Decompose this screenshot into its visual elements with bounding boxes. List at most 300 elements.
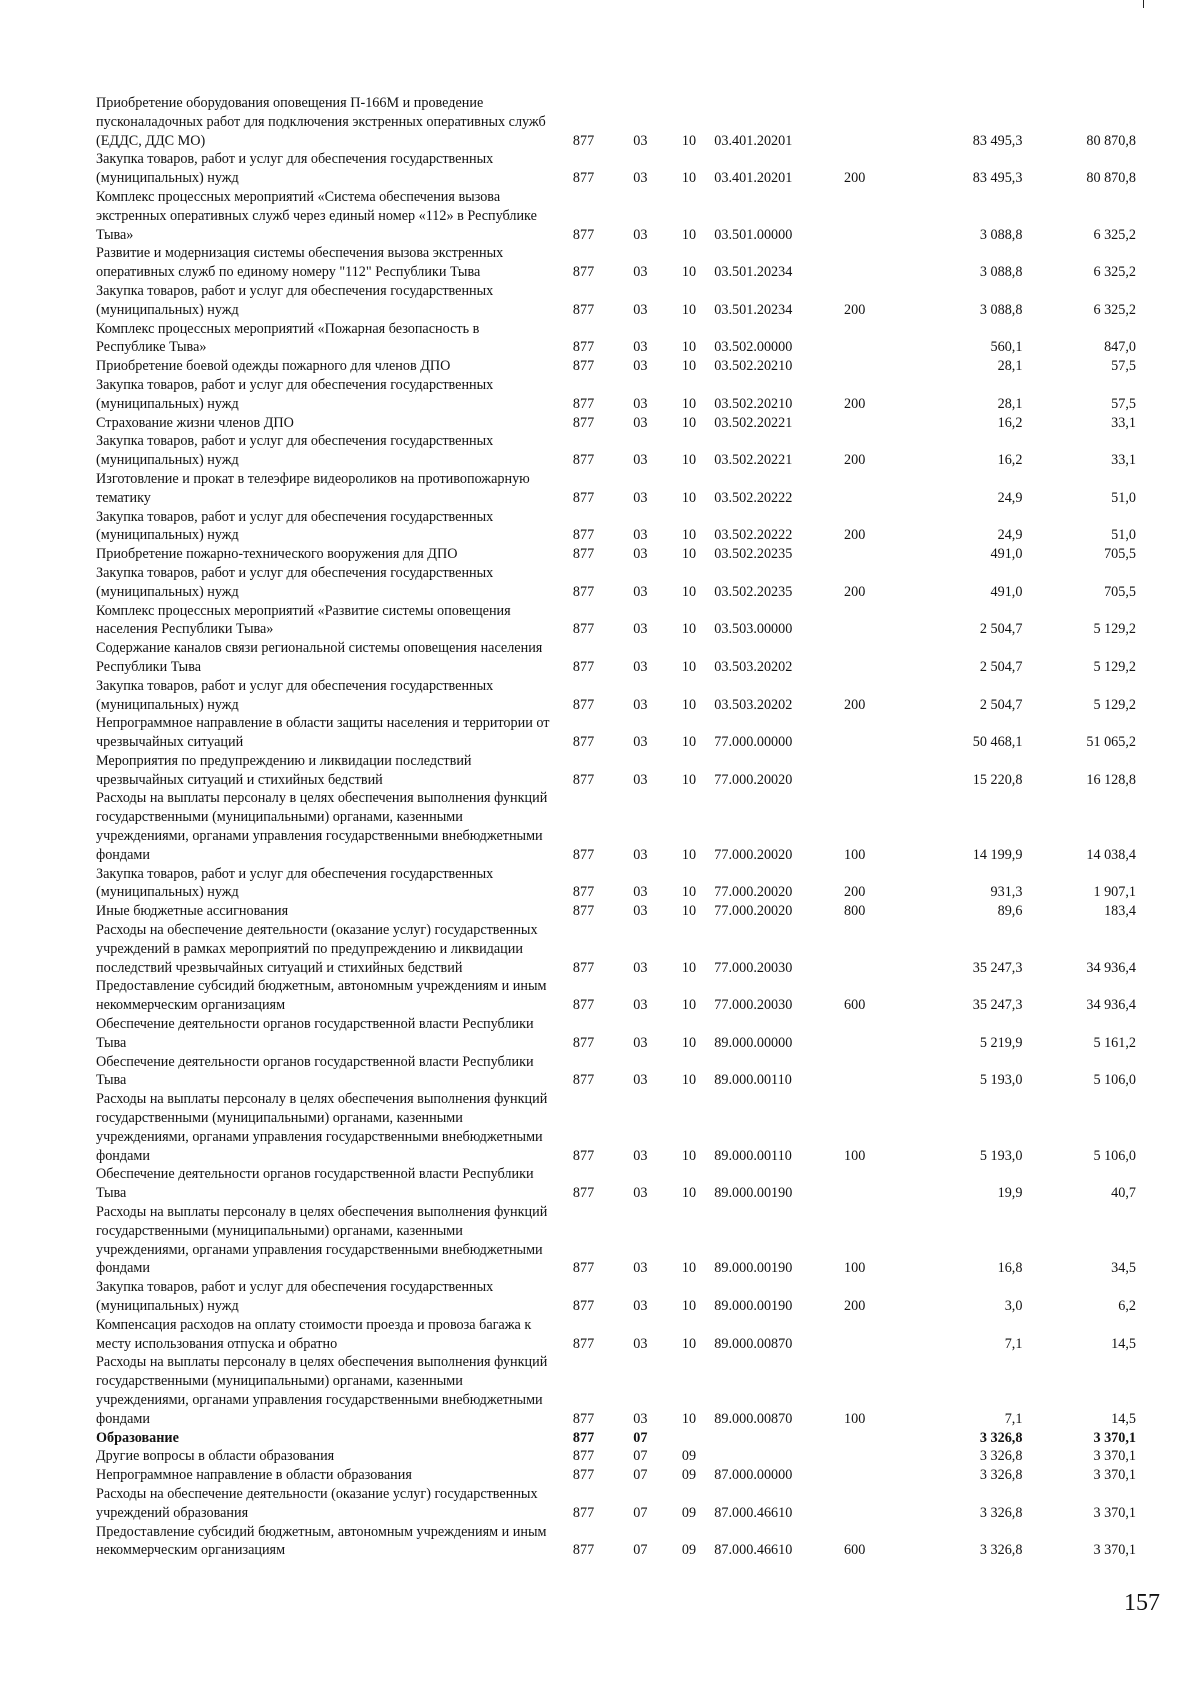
table-row [96,94,1136,150]
row-subsection: 10 [681,621,697,638]
row-amount-year2: 5 129,2 [1093,658,1136,675]
table-row [96,977,1136,1015]
table-row [96,1316,1136,1354]
row-target-article: 03.502.20221 [714,414,793,431]
table-row [96,414,1136,433]
row-target-article: 03.502.20235 [714,583,793,600]
row-subsection: 09 [681,1542,697,1559]
row-section: 03 [633,489,648,506]
row-amount-year1: 2 504,7 [979,621,1023,638]
row-subsection: 10 [681,884,697,901]
table-row [96,564,1136,602]
row-grbs: 877 [572,1542,595,1559]
row-name: Расходы на выплаты персоналу в целях обеспечения выполнения функций государственными (муниципальными) органами, казенными учреждениями, органами управления государственными внебюджетными фондами [96,1091,548,1164]
row-expense-type: 100 [844,1260,866,1277]
row-amount-year1: 2 504,7 [979,696,1023,713]
table-row [96,1053,1136,1091]
row-name: Страхование жизни членов ДПО [96,414,294,431]
budget-table [96,94,1136,1560]
table-row [96,1485,1136,1523]
row-name: Закупка товаров, работ и услуг для обеспечения государственных (муниципальных) нужд [96,508,494,544]
row-section: 03 [633,1034,648,1051]
row-expense-type [844,1429,911,1448]
row-grbs: 877 [572,1410,595,1427]
row-expense-type [844,639,911,677]
page-number: 157 [1124,1590,1160,1616]
row-name: Обеспечение деятельности органов государственной власти Республики Тыва [96,1166,534,1202]
row-grbs: 877 [572,884,595,901]
table-row [96,432,1136,470]
row-target-article: 89.000.00110 [714,1072,792,1089]
table-row [96,545,1136,564]
row-amount-year2: 3 370,1 [1093,1448,1136,1465]
table-row [96,508,1136,546]
row-amount-year1: 15 220,8 [972,771,1023,788]
row-amount-year1: 5 219,9 [979,1034,1023,1051]
row-subsection: 10 [681,1034,697,1051]
row-section: 03 [633,997,648,1014]
table-row [96,320,1136,358]
row-section: 03 [633,1260,648,1277]
row-target-article: 03.401.20201 [714,132,793,149]
table-row [96,789,1136,864]
row-amount-year2: 57,5 [1111,395,1136,412]
row-grbs: 877 [572,414,595,431]
row-grbs: 877 [572,264,595,281]
row-amount-year1: 89,6 [997,903,1023,920]
row-amount-year2: 57,5 [1111,358,1136,375]
row-expense-type: 100 [844,1410,866,1427]
row-section: 03 [633,1072,648,1089]
row-subsection: 10 [681,489,697,506]
row-name: Закупка товаров, работ и услуг для обеспечения государственных (муниципальных) нужд [96,677,494,713]
row-section: 03 [633,884,648,901]
row-subsection: 10 [681,358,697,375]
row-expense-type: 600 [844,1542,866,1559]
row-amount-year1: 28,1 [997,395,1023,412]
row-name: Развитие и модернизация системы обеспечения вызова экстренных оперативных служб по единому номеру "112" Республики Тыва [96,245,504,281]
row-name: Приобретение боевой одежды пожарного для членов ДПО [96,358,451,375]
row-amount-year2: 6 325,2 [1093,301,1136,318]
scan-mark [1143,0,1144,8]
row-grbs: 877 [572,621,595,638]
row-name: Расходы на выплаты персоналу в целях обеспечения выполнения функций государственными (муниципальными) органами, казенными учреждениями, органами управления государственными внебюджетными фондами [96,1354,548,1427]
row-section: 07 [633,1467,648,1484]
row-amount-year1: 3 088,8 [979,264,1023,281]
row-target-article: 03.503.20202 [714,658,793,675]
row-section: 03 [633,226,648,243]
row-target-article: 03.501.20234 [714,301,793,318]
row-name: Закупка товаров, работ и услуг для обеспечения государственных (муниципальных) нужд [96,865,494,901]
row-target-article: 77.000.20030 [714,997,793,1014]
row-grbs: 877 [572,132,595,149]
table-row [96,470,1136,508]
row-target-article: 87.000.00000 [714,1467,793,1484]
table-row [96,1429,1136,1448]
row-section: 03 [633,1335,648,1352]
row-expense-type: 200 [844,452,866,469]
row-name: Иные бюджетные ассигнования [96,903,289,920]
row-expense-type [844,1165,911,1203]
row-subsection: 10 [681,771,697,788]
row-grbs: 877 [572,583,595,600]
row-section: 07 [633,1504,648,1521]
row-grbs: 877 [572,903,595,920]
row-amount-year1: 491,0 [990,583,1023,600]
row-section: 03 [633,903,648,920]
row-amount-year2: 80 870,8 [1086,170,1136,187]
table-row [96,1165,1136,1203]
row-section: 03 [633,621,648,638]
row-grbs: 877 [572,658,595,675]
row-expense-type [844,188,911,244]
row-section: 03 [633,358,648,375]
row-expense-type [844,357,911,376]
row-amount-year1: 931,3 [990,884,1023,901]
row-amount-year2: 3 370,1 [1093,1429,1136,1446]
row-subsection: 10 [681,658,697,675]
row-amount-year1: 3 326,8 [979,1429,1023,1446]
row-name: Образование [96,1429,179,1446]
row-section: 03 [633,696,648,713]
row-expense-type: 200 [844,1298,866,1314]
table-row [96,1278,1136,1316]
row-section: 03 [633,959,648,976]
row-expense-type [844,320,911,358]
row-section: 03 [633,527,648,544]
row-target-article: 89.000.00190 [714,1185,793,1202]
row-subsection: 10 [681,1185,697,1202]
row-section: 03 [633,771,648,788]
row-amount-year2: 847,0 [1104,339,1136,356]
row-grbs: 877 [572,452,595,469]
row-subsection: 10 [681,264,697,281]
row-amount-year2: 5 129,2 [1093,621,1136,638]
row-grbs: 877 [572,1467,595,1484]
row-grbs: 877 [572,226,595,243]
row-amount-year1: 50 468,1 [972,734,1023,751]
row-name: Закупка товаров, работ и услуг для обеспечения государственных (муниципальных) нужд [96,433,494,469]
row-expense-type: 600 [844,997,866,1014]
row-target-article: 77.000.00000 [714,734,793,751]
row-grbs: 877 [572,339,595,356]
table-row [96,714,1136,752]
row-target-article: 77.000.20030 [714,959,793,976]
row-grbs: 877 [572,696,595,713]
row-expense-type [844,1466,911,1485]
row-target-article: 03.401.20201 [714,170,793,187]
table-row [96,1090,1136,1165]
table-row [96,921,1136,977]
row-target-article [714,1429,844,1448]
row-grbs: 877 [572,395,595,412]
row-amount-year1: 83 495,3 [972,170,1023,187]
row-name: Приобретение пожарно-технического вооружения для ДПО [96,546,458,563]
row-subsection: 10 [681,395,697,412]
row-subsection: 10 [681,1072,697,1089]
row-expense-type [844,1053,911,1091]
table-row [96,1353,1136,1428]
row-amount-year1: 5 193,0 [979,1072,1023,1089]
row-expense-type [844,414,911,433]
row-subsection: 10 [681,959,697,976]
row-target-article: 03.502.00000 [714,339,793,356]
row-amount-year2: 34 936,4 [1086,997,1136,1014]
row-grbs: 877 [572,1260,595,1277]
table-row [96,602,1136,640]
table-row [96,357,1136,376]
row-section: 03 [633,301,648,318]
table-row [96,376,1136,414]
row-target-article: 03.501.00000 [714,226,793,243]
row-expense-type: 200 [844,395,866,412]
row-name: Непрограммное направление в области образования [96,1467,412,1484]
row-name: Комплекс процессных мероприятий «Развитие системы оповещения населения Республики Тыва» [96,602,511,638]
row-amount-year1: 3 326,8 [979,1467,1023,1484]
table-row [96,752,1136,790]
row-expense-type [844,714,911,752]
table-row [96,902,1136,921]
row-section: 03 [633,846,648,863]
row-grbs: 877 [572,489,595,506]
row-target-article: 89.000.00870 [714,1335,793,1352]
row-expense-type [844,752,911,790]
row-subsection: 10 [681,1410,697,1427]
row-grbs: 877 [572,1034,595,1051]
row-expense-type [844,545,911,564]
row-name: Комплекс процессных мероприятий «Система обеспечения вызова экстренных оперативных служб через единый номер «112» в Республике Тыва» [96,188,537,243]
row-target-article: 03.502.20210 [714,395,793,412]
row-subsection: 09 [681,1504,697,1521]
row-amount-year2: 14 038,4 [1086,846,1136,863]
row-amount-year1: 24,9 [997,527,1023,544]
row-name: Закупка товаров, работ и услуг для обеспечения государственных (муниципальных) нужд [96,376,494,412]
row-amount-year1: 3 326,8 [979,1504,1023,1521]
row-target-article: 03.502.20222 [714,489,793,506]
row-section: 03 [633,414,648,431]
row-expense-type: 100 [844,846,866,863]
row-name: Расходы на обеспечение деятельности (оказание услуг) государственных учреждений в рамках мероприятий по предупреждению и ликвидации последствий чрезвычайных ситуаций и стихийных бедствий [96,922,538,976]
row-amount-year1: 560,1 [990,339,1023,356]
row-subsection: 10 [681,546,697,563]
row-subsection: 10 [681,301,697,318]
row-amount-year2: 34 936,4 [1086,959,1136,976]
row-subsection: 10 [681,903,697,920]
row-name: Изготовление и прокат в телеэфире видеороликов на противопожарную тематику [96,470,530,506]
row-grbs: 877 [572,1335,595,1352]
row-amount-year1: 3 326,8 [979,1542,1023,1559]
row-expense-type: 800 [844,903,866,920]
row-expense-type [844,1015,911,1053]
row-grbs: 877 [572,997,595,1014]
row-target-article: 89.000.00190 [714,1298,793,1314]
row-expense-type [844,921,911,977]
row-subsection: 10 [681,1335,697,1352]
row-grbs: 877 [572,527,595,544]
row-target-article: 89.000.00870 [714,1410,793,1427]
row-section: 03 [633,1410,648,1427]
row-section: 03 [633,395,648,412]
row-grbs: 877 [572,358,595,375]
row-amount-year2: 33,1 [1111,414,1136,431]
row-amount-year1: 35 247,3 [972,997,1023,1014]
row-name: Закупка товаров, работ и услуг для обеспечения государственных (муниципальных) нужд [96,151,494,187]
row-name: Содержание каналов связи региональной системы оповещения населения Республики Тыва [96,640,543,675]
row-subsection: 09 [681,1467,697,1484]
row-section: 07 [633,1448,648,1465]
row-amount-year1: 491,0 [990,546,1023,563]
row-name: Компенсация расходов на оплату стоимости проезда и провоза багажа к месту использования отпуска и обратно [96,1316,532,1352]
row-name: Расходы на обеспечение деятельности (оказание услуг) государственных учреждений образования [96,1485,538,1521]
row-section: 07 [633,1542,648,1559]
row-subsection: 10 [681,226,697,243]
row-section: 03 [633,1147,648,1164]
row-amount-year1: 83 495,3 [972,132,1023,149]
row-target-article: 77.000.20020 [714,884,793,901]
row-expense-type [844,244,911,282]
row-amount-year1: 7,1 [1004,1335,1023,1352]
row-target-article: 03.503.20202 [714,696,793,713]
row-subsection: 10 [681,414,697,431]
row-amount-year2: 40,7 [1111,1185,1136,1202]
row-amount-year2: 14,5 [1111,1410,1136,1427]
row-amount-year1: 7,1 [1004,1410,1023,1427]
row-amount-year1: 5 193,0 [979,1147,1023,1164]
row-subsection: 10 [681,1260,697,1277]
row-subsection [664,1429,715,1448]
row-target-article: 77.000.20020 [714,846,793,863]
row-amount-year2: 6 325,2 [1093,226,1136,243]
row-amount-year1: 3,0 [1004,1298,1023,1314]
row-grbs: 877 [572,1185,595,1202]
row-expense-type: 200 [844,170,866,187]
row-target-article: 77.000.20020 [714,903,793,920]
row-amount-year2: 16 128,8 [1086,771,1136,788]
row-name: Комплекс процессных мероприятий «Пожарная безопасность в Республике Тыва» [96,320,480,356]
row-name: Расходы на выплаты персоналу в целях обеспечения выполнения функций государственными (муниципальными) органами, казенными учреждениями, органами управления государственными внебюджетными фондами [96,1204,548,1277]
row-grbs: 877 [572,1147,595,1164]
row-subsection: 10 [681,1147,697,1164]
row-section: 03 [633,734,648,751]
row-target-article: 03.502.20235 [714,546,793,563]
row-amount-year2: 3 370,1 [1093,1504,1136,1521]
row-amount-year1: 3 088,8 [979,226,1023,243]
row-amount-year1: 28,1 [997,358,1023,375]
row-amount-year2: 3 370,1 [1093,1542,1136,1559]
table-row [96,150,1136,188]
table-row [96,1203,1136,1278]
row-subsection: 10 [681,339,697,356]
table-row [96,244,1136,282]
row-expense-type: 200 [844,583,866,600]
row-amount-year2: 6 325,2 [1093,264,1136,281]
row-expense-type [844,470,911,508]
row-subsection: 10 [681,1298,697,1314]
row-grbs: 877 [572,301,595,318]
row-section: 03 [633,546,648,563]
table-row [96,188,1136,244]
row-section: 03 [633,264,648,281]
row-name: Непрограммное направление в области защиты населения и территории от чрезвычайных ситуаций [96,715,550,751]
row-expense-type [844,602,911,640]
row-section: 03 [633,1185,648,1202]
row-grbs: 877 [572,546,595,563]
row-amount-year2: 705,5 [1104,546,1136,563]
row-amount-year1: 16,2 [997,414,1023,431]
row-name: Мероприятия по предупреждению и ликвидации последствий чрезвычайных ситуаций и стихийных бедствий [96,752,472,788]
row-subsection: 10 [681,452,697,469]
row-amount-year1: 3 088,8 [979,301,1023,318]
row-target-article: 03.502.20210 [714,358,793,375]
table-row [96,1015,1136,1053]
row-amount-year2: 33,1 [1111,452,1136,469]
row-grbs: 877 [572,771,595,788]
row-amount-year2: 5 106,0 [1093,1072,1136,1089]
row-section: 07 [633,1429,648,1446]
row-expense-type: 200 [844,884,866,901]
table-row [96,282,1136,320]
row-grbs: 877 [572,1298,595,1314]
row-amount-year2: 1 907,1 [1093,884,1136,901]
row-section: 03 [633,132,648,149]
table-row [96,1523,1136,1561]
row-section: 03 [633,658,648,675]
row-section: 03 [633,1298,648,1314]
row-expense-type [844,1485,911,1523]
row-grbs: 877 [572,1429,595,1446]
row-amount-year1: 16,2 [997,452,1023,469]
row-amount-year1: 16,8 [997,1260,1023,1277]
row-amount-year2: 51,0 [1111,527,1136,544]
row-target-article: 89.000.00190 [714,1260,793,1277]
row-amount-year1: 2 504,7 [979,658,1023,675]
row-grbs: 877 [572,734,595,751]
row-subsection: 09 [681,1448,697,1465]
row-target-article [714,1447,844,1466]
row-grbs: 877 [572,1504,595,1521]
row-target-article: 87.000.46610 [714,1542,793,1559]
row-amount-year2: 51,0 [1111,489,1136,506]
row-expense-type: 200 [844,301,866,318]
table-row [96,865,1136,903]
row-name: Закупка товаров, работ и услуг для обеспечения государственных (муниципальных) нужд [96,564,494,600]
row-amount-year2: 5 161,2 [1093,1034,1136,1051]
row-name: Предоставление субсидий бюджетным, автономным учреждениям и иным некоммерческим организациям [96,1523,547,1559]
row-section: 03 [633,452,648,469]
row-subsection: 10 [681,170,697,187]
row-amount-year2: 3 370,1 [1093,1467,1136,1484]
row-grbs: 877 [572,959,595,976]
row-expense-type: 100 [844,1147,866,1164]
row-amount-year2: 51 065,2 [1086,734,1136,751]
row-subsection: 10 [681,696,697,713]
row-subsection: 10 [681,583,697,600]
row-subsection: 10 [681,997,697,1014]
row-name: Обеспечение деятельности органов государственной власти Республики Тыва [96,1053,534,1089]
row-subsection: 10 [681,846,697,863]
row-target-article: 87.000.46610 [714,1504,793,1521]
row-name: Закупка товаров, работ и услуг для обеспечения государственных (муниципальных) нужд [96,1279,494,1314]
row-expense-type [844,94,911,150]
row-grbs: 877 [572,170,595,187]
row-amount-year2: 5 129,2 [1093,696,1136,713]
row-section: 03 [633,170,648,187]
row-target-article: 89.000.00110 [714,1147,792,1164]
row-grbs: 877 [572,846,595,863]
row-expense-type [844,1447,911,1466]
table-row [96,639,1136,677]
row-amount-year2: 705,5 [1104,583,1136,600]
